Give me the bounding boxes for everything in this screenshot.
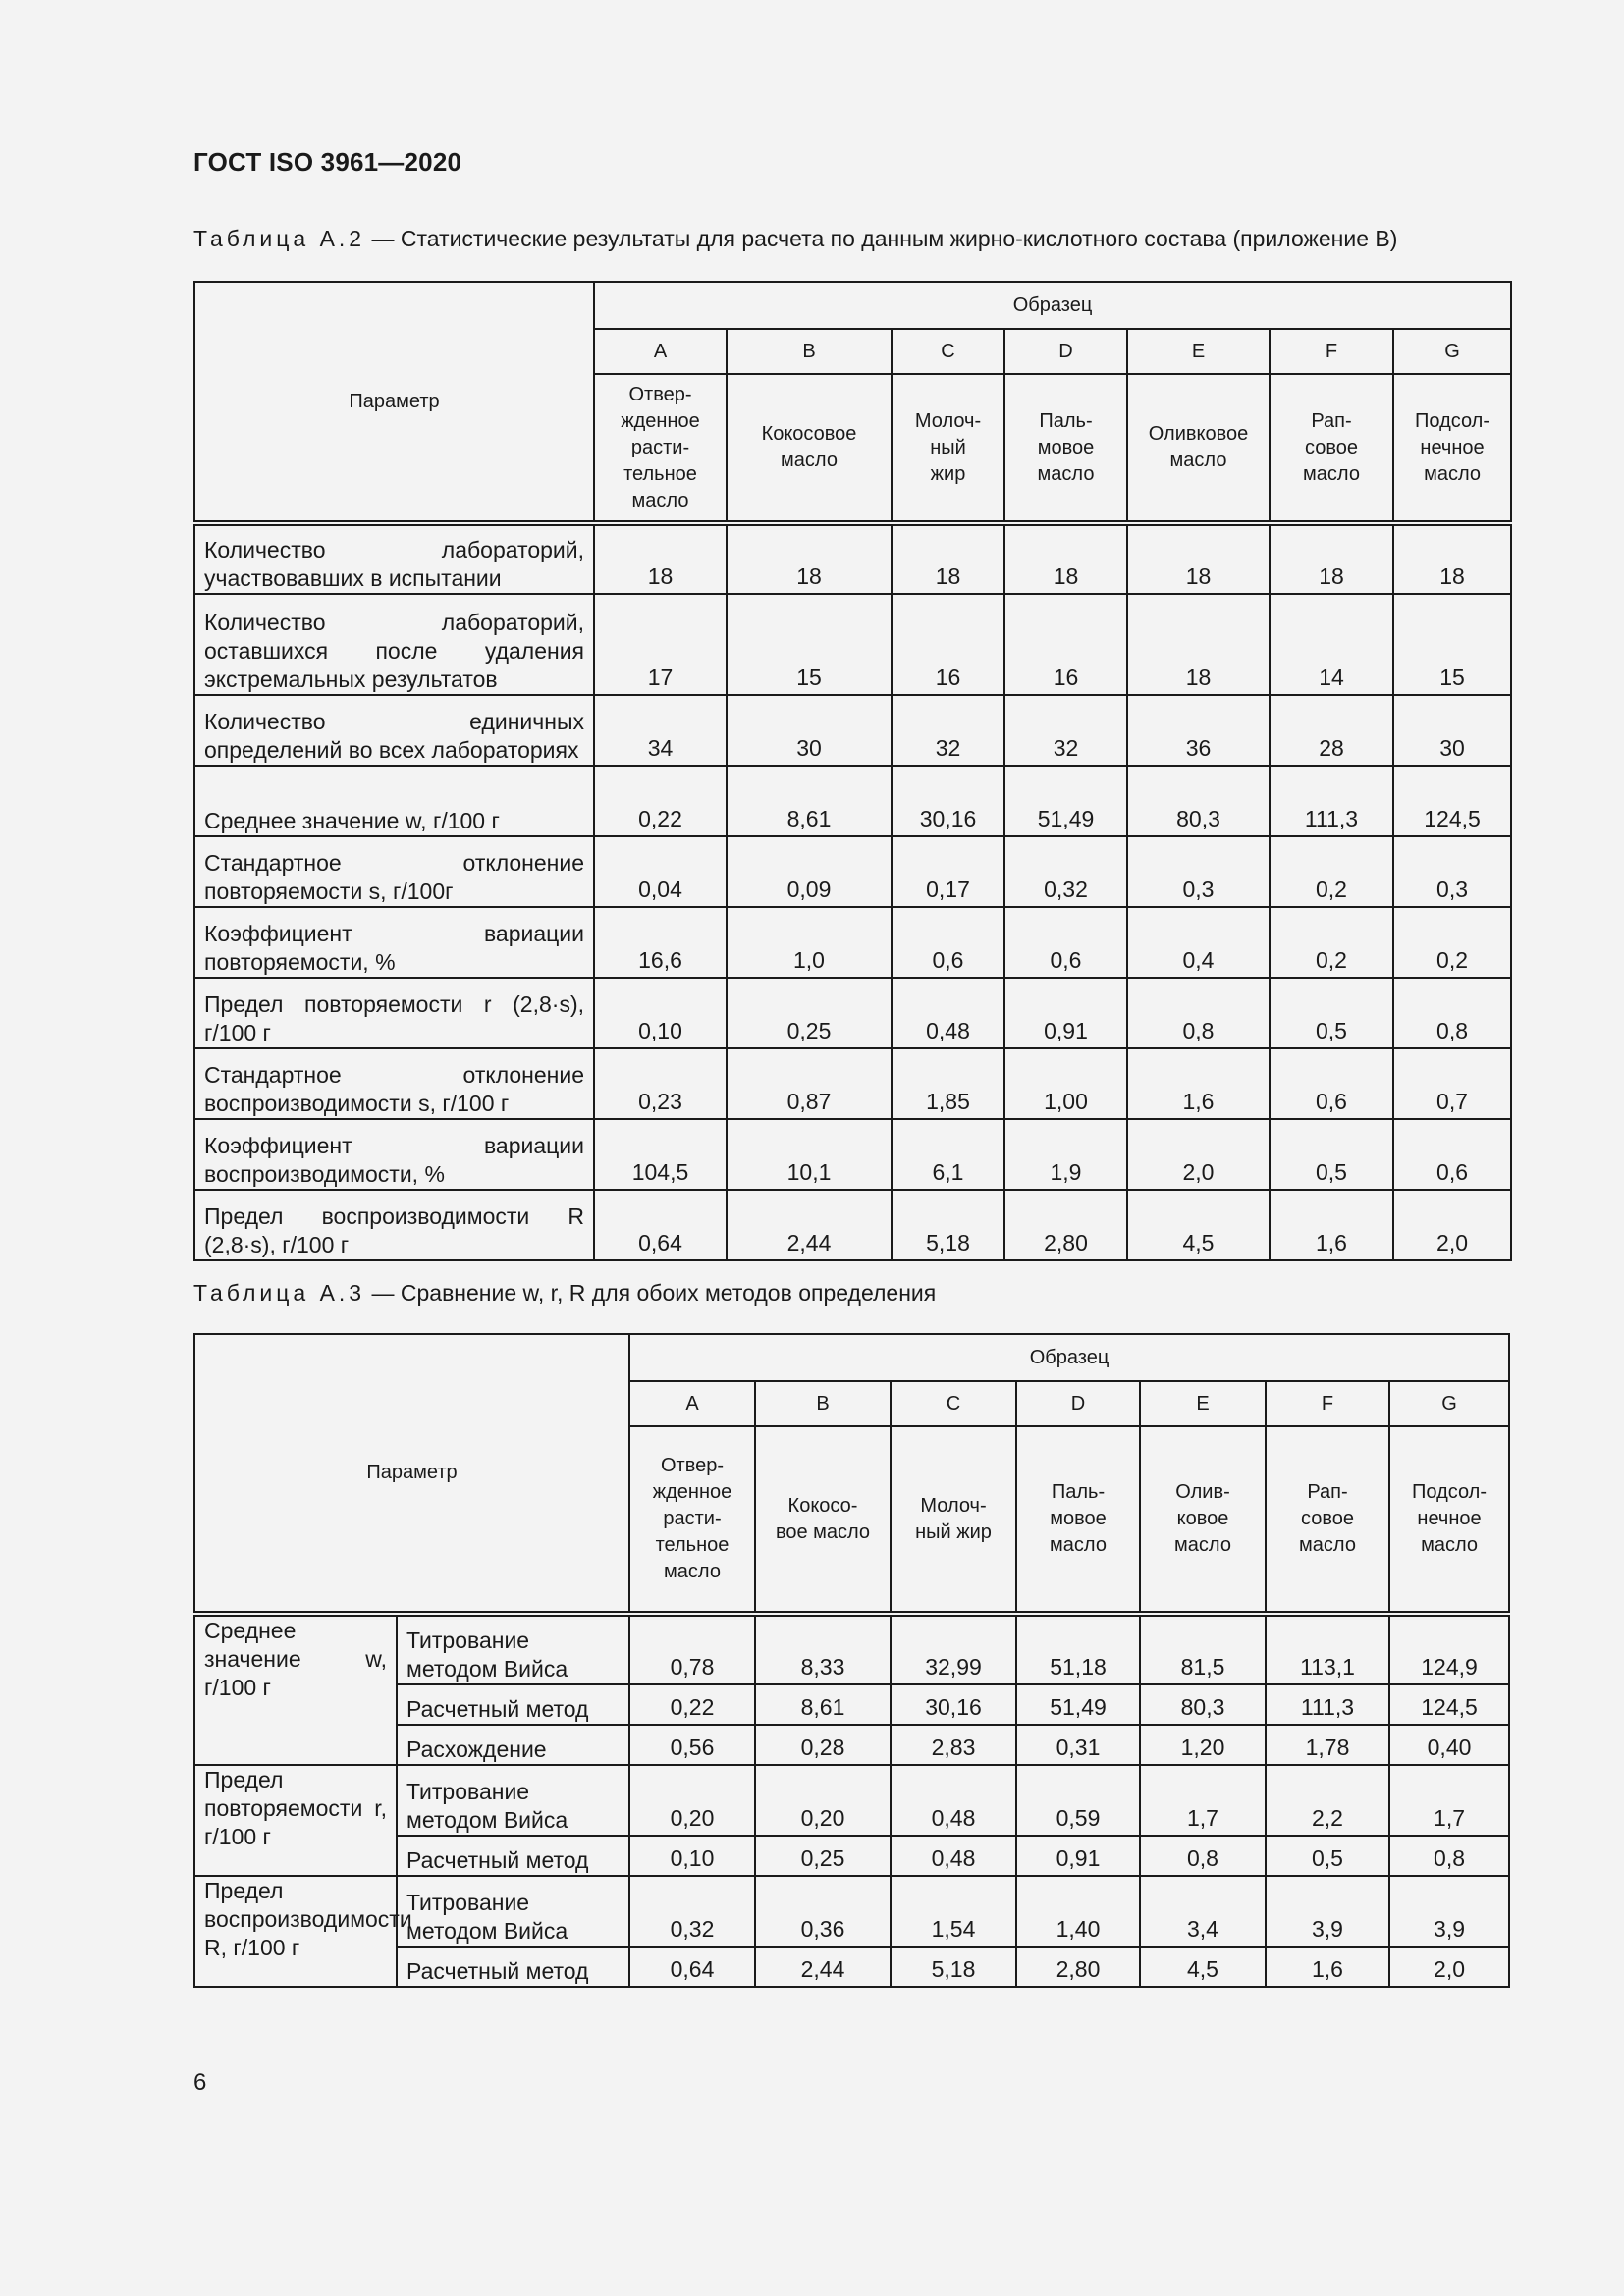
- sample-code: B: [727, 329, 892, 374]
- value-cell: 30,16: [892, 766, 1004, 836]
- value-cell: 0,5: [1270, 978, 1393, 1048]
- value-cell: 1,7: [1389, 1765, 1509, 1836]
- sample-name: Молоч- ный жир: [891, 1426, 1016, 1614]
- sample-name: Кокосо- вое масло: [755, 1426, 891, 1614]
- value-cell: 80,3: [1140, 1684, 1266, 1725]
- value-cell: 0,64: [594, 1190, 727, 1260]
- value-cell: 18: [1127, 594, 1270, 695]
- value-cell: 16: [892, 594, 1004, 695]
- value-cell: 32: [892, 695, 1004, 766]
- param-label: Предел повторяемости r (2,8·s), г/100 г: [194, 978, 594, 1048]
- param-label: Коэффициент вариации воспроизводимости, %: [194, 1119, 594, 1190]
- page-number: 6: [193, 2069, 207, 2096]
- sample-code: G: [1389, 1381, 1509, 1426]
- table-row: [194, 523, 1511, 594]
- sample-name: Оливковое масло: [1127, 374, 1270, 523]
- value-cell: 1,40: [1016, 1876, 1140, 1947]
- value-cell: 2,2: [1266, 1765, 1389, 1836]
- param-label: Предел повторяемости r, г/100 г: [194, 1765, 397, 1876]
- param-label: Среднее значение w, г/100 г: [194, 1614, 397, 1765]
- sample-code: C: [891, 1381, 1016, 1426]
- value-cell: 32,99: [891, 1614, 1016, 1684]
- sample-name: Подсол- нечное масло: [1389, 1426, 1509, 1614]
- value-cell: 0,6: [1270, 1048, 1393, 1119]
- value-cell: 18: [1393, 523, 1511, 594]
- value-cell: 8,61: [727, 766, 892, 836]
- method-label: Расчетный метод: [397, 1684, 629, 1725]
- value-cell: 0,10: [594, 978, 727, 1048]
- sample-code: F: [1266, 1381, 1389, 1426]
- value-cell: 3,4: [1140, 1876, 1266, 1947]
- value-cell: 0,5: [1266, 1836, 1389, 1876]
- method-label: Расхождение: [397, 1725, 629, 1765]
- value-cell: 51,49: [1016, 1684, 1140, 1725]
- value-cell: 1,6: [1266, 1947, 1389, 1987]
- value-cell: 0,87: [727, 1048, 892, 1119]
- table-row: [194, 594, 1511, 695]
- value-cell: 18: [727, 523, 892, 594]
- value-cell: 18: [1270, 523, 1393, 594]
- method-label: Расчетный метод: [397, 1947, 629, 1987]
- value-cell: 0,17: [892, 836, 1004, 907]
- method-label: Титрование методом Вийса: [397, 1614, 629, 1684]
- value-cell: 0,23: [594, 1048, 727, 1119]
- value-cell: 111,3: [1270, 766, 1393, 836]
- sample-code: E: [1140, 1381, 1266, 1426]
- value-cell: 0,6: [1393, 1119, 1511, 1190]
- value-cell: 5,18: [892, 1190, 1004, 1260]
- value-cell: 0,48: [891, 1765, 1016, 1836]
- value-cell: 3,9: [1389, 1876, 1509, 1947]
- value-cell: 30: [1393, 695, 1511, 766]
- value-cell: 1,20: [1140, 1725, 1266, 1765]
- value-cell: 0,48: [891, 1836, 1016, 1876]
- value-cell: 0,64: [629, 1947, 755, 1987]
- value-cell: 0,91: [1016, 1836, 1140, 1876]
- value-cell: 2,83: [891, 1725, 1016, 1765]
- value-cell: 4,5: [1140, 1947, 1266, 1987]
- sample-name: Рап- совое масло: [1266, 1426, 1389, 1614]
- value-cell: 8,33: [755, 1614, 891, 1684]
- table-row: [194, 978, 1511, 1048]
- sample-name: Молоч- ный жир: [892, 374, 1004, 523]
- table-row: [194, 1048, 1511, 1119]
- sample-code: A: [629, 1381, 755, 1426]
- sample-code: D: [1016, 1381, 1140, 1426]
- table-a3-caption-label: Таблица А.3: [193, 1280, 366, 1306]
- method-label: Расчетный метод: [397, 1836, 629, 1876]
- value-cell: 51,49: [1004, 766, 1127, 836]
- value-cell: 0,09: [727, 836, 892, 907]
- value-cell: 18: [594, 523, 727, 594]
- table-a2-caption-text: — Статистические результаты для расчета по данным жирно-кислотного состава (приложение В): [365, 226, 1398, 251]
- value-cell: 80,3: [1127, 766, 1270, 836]
- value-cell: 2,0: [1393, 1190, 1511, 1260]
- value-cell: 0,59: [1016, 1765, 1140, 1836]
- value-cell: 2,80: [1004, 1190, 1127, 1260]
- value-cell: 5,18: [891, 1947, 1016, 1987]
- sample-name: Отвер- жденное расти- тельное масло: [629, 1426, 755, 1614]
- value-cell: 1,85: [892, 1048, 1004, 1119]
- sample-code: B: [755, 1381, 891, 1426]
- value-cell: 15: [727, 594, 892, 695]
- value-cell: 1,54: [891, 1876, 1016, 1947]
- method-label: Титрование методом Вийса: [397, 1876, 629, 1947]
- sample-code: F: [1270, 329, 1393, 374]
- value-cell: 0,32: [1004, 836, 1127, 907]
- sample-name: Рап- совое масло: [1270, 374, 1393, 523]
- param-label: Количество лабораторий, участвовавших в испытании: [194, 523, 594, 594]
- value-cell: 32: [1004, 695, 1127, 766]
- value-cell: 0,2: [1270, 907, 1393, 978]
- value-cell: 0,8: [1393, 978, 1511, 1048]
- value-cell: 0,20: [755, 1765, 891, 1836]
- table-row: [194, 836, 1511, 907]
- value-cell: 81,5: [1140, 1614, 1266, 1684]
- value-cell: 0,04: [594, 836, 727, 907]
- table-row: [194, 1876, 1509, 1947]
- value-cell: 17: [594, 594, 727, 695]
- value-cell: 111,3: [1266, 1684, 1389, 1725]
- table-row: [194, 766, 1511, 836]
- value-cell: 0,7: [1393, 1048, 1511, 1119]
- value-cell: 36: [1127, 695, 1270, 766]
- value-cell: 0,78: [629, 1614, 755, 1684]
- param-label: Предел воспроизводимости R, г/100 г: [194, 1876, 397, 1987]
- value-cell: 124,5: [1389, 1684, 1509, 1725]
- table-row: [194, 1190, 1511, 1260]
- value-cell: 4,5: [1127, 1190, 1270, 1260]
- sample-code: E: [1127, 329, 1270, 374]
- sample-header: Образец: [629, 1334, 1509, 1381]
- value-cell: 6,1: [892, 1119, 1004, 1190]
- table-a2: [193, 281, 1512, 1261]
- table-row: [194, 907, 1511, 978]
- sample-name: Отвер- жденное расти- тельное масло: [594, 374, 727, 523]
- sample-header: Образец: [594, 282, 1511, 329]
- value-cell: 0,2: [1393, 907, 1511, 978]
- value-cell: 113,1: [1266, 1614, 1389, 1684]
- value-cell: 0,8: [1389, 1836, 1509, 1876]
- value-cell: 0,5: [1270, 1119, 1393, 1190]
- value-cell: 8,61: [755, 1684, 891, 1725]
- param-label: Количество лабораторий, оставшихся после удаления экстремальных результатов: [194, 594, 594, 695]
- value-cell: 0,10: [629, 1836, 755, 1876]
- value-cell: 1,9: [1004, 1119, 1127, 1190]
- value-cell: 2,44: [727, 1190, 892, 1260]
- sample-name: Паль- мовое масло: [1004, 374, 1127, 523]
- sample-name: Подсол- нечное масло: [1393, 374, 1511, 523]
- value-cell: 28: [1270, 695, 1393, 766]
- param-label: Стандартное отклонение повторяемости s, г/100г: [194, 836, 594, 907]
- param-header: Параметр: [194, 1334, 629, 1614]
- value-cell: 30: [727, 695, 892, 766]
- value-cell: 1,00: [1004, 1048, 1127, 1119]
- value-cell: 2,0: [1127, 1119, 1270, 1190]
- value-cell: 18: [1127, 523, 1270, 594]
- table-row: [194, 695, 1511, 766]
- value-cell: 3,9: [1266, 1876, 1389, 1947]
- table-a3: [193, 1333, 1510, 1988]
- value-cell: 18: [892, 523, 1004, 594]
- table-row: [194, 1765, 1509, 1836]
- param-label: Коэффициент вариации повторяемости, %: [194, 907, 594, 978]
- value-cell: 104,5: [594, 1119, 727, 1190]
- value-cell: 2,80: [1016, 1947, 1140, 1987]
- value-cell: 0,6: [892, 907, 1004, 978]
- sample-code: D: [1004, 329, 1127, 374]
- value-cell: 0,25: [755, 1836, 891, 1876]
- table-row: [194, 1614, 1509, 1684]
- value-cell: 0,31: [1016, 1725, 1140, 1765]
- value-cell: 0,25: [727, 978, 892, 1048]
- value-cell: 0,32: [629, 1876, 755, 1947]
- param-label: Стандартное отклонение воспроизводимости s, г/100 г: [194, 1048, 594, 1119]
- table-a2-caption-label: Таблица А.2: [193, 226, 366, 251]
- value-cell: 30,16: [891, 1684, 1016, 1725]
- table-row: [194, 1119, 1511, 1190]
- method-label: Титрование методом Вийса: [397, 1765, 629, 1836]
- value-cell: 0,2: [1270, 836, 1393, 907]
- value-cell: 16,6: [594, 907, 727, 978]
- value-cell: 1,0: [727, 907, 892, 978]
- sample-code: G: [1393, 329, 1511, 374]
- value-cell: 18: [1004, 523, 1127, 594]
- param-label: Предел воспроизводимости R (2,8·s), г/100 г: [194, 1190, 594, 1260]
- value-cell: 124,5: [1393, 766, 1511, 836]
- param-header: Параметр: [194, 282, 594, 523]
- value-cell: 0,56: [629, 1725, 755, 1765]
- param-label: Среднее значение w, г/100 г: [194, 766, 594, 836]
- value-cell: 15: [1393, 594, 1511, 695]
- table-a3-caption-text: — Сравнение w, r, R для обоих методов определения: [365, 1280, 937, 1306]
- sample-name: Паль- мовое масло: [1016, 1426, 1140, 1614]
- value-cell: 0,4: [1127, 907, 1270, 978]
- value-cell: 1,78: [1266, 1725, 1389, 1765]
- value-cell: 1,7: [1140, 1765, 1266, 1836]
- value-cell: 0,6: [1004, 907, 1127, 978]
- param-label: Количество единичных определений во всех лабораториях: [194, 695, 594, 766]
- value-cell: 0,8: [1127, 978, 1270, 1048]
- value-cell: 0,3: [1127, 836, 1270, 907]
- value-cell: 0,22: [629, 1684, 755, 1725]
- value-cell: 0,91: [1004, 978, 1127, 1048]
- value-cell: 10,1: [727, 1119, 892, 1190]
- value-cell: 34: [594, 695, 727, 766]
- sample-name: Олив- ковое масло: [1140, 1426, 1266, 1614]
- table-a3-caption: [193, 1279, 936, 1307]
- value-cell: 0,36: [755, 1876, 891, 1947]
- value-cell: 16: [1004, 594, 1127, 695]
- sample-name: Кокосовое масло: [727, 374, 892, 523]
- value-cell: 0,48: [892, 978, 1004, 1048]
- value-cell: 1,6: [1127, 1048, 1270, 1119]
- value-cell: 0,22: [594, 766, 727, 836]
- value-cell: 51,18: [1016, 1614, 1140, 1684]
- sample-code: A: [594, 329, 727, 374]
- value-cell: 0,3: [1393, 836, 1511, 907]
- value-cell: 0,20: [629, 1765, 755, 1836]
- value-cell: 14: [1270, 594, 1393, 695]
- document-title: ГОСТ ISO 3961—2020: [193, 147, 462, 177]
- value-cell: 124,9: [1389, 1614, 1509, 1684]
- value-cell: 0,8: [1140, 1836, 1266, 1876]
- value-cell: 1,6: [1270, 1190, 1393, 1260]
- value-cell: 0,28: [755, 1725, 891, 1765]
- sample-code: C: [892, 329, 1004, 374]
- value-cell: 2,44: [755, 1947, 891, 1987]
- value-cell: 0,40: [1389, 1725, 1509, 1765]
- table-a2-caption: [193, 225, 1397, 252]
- value-cell: 2,0: [1389, 1947, 1509, 1987]
